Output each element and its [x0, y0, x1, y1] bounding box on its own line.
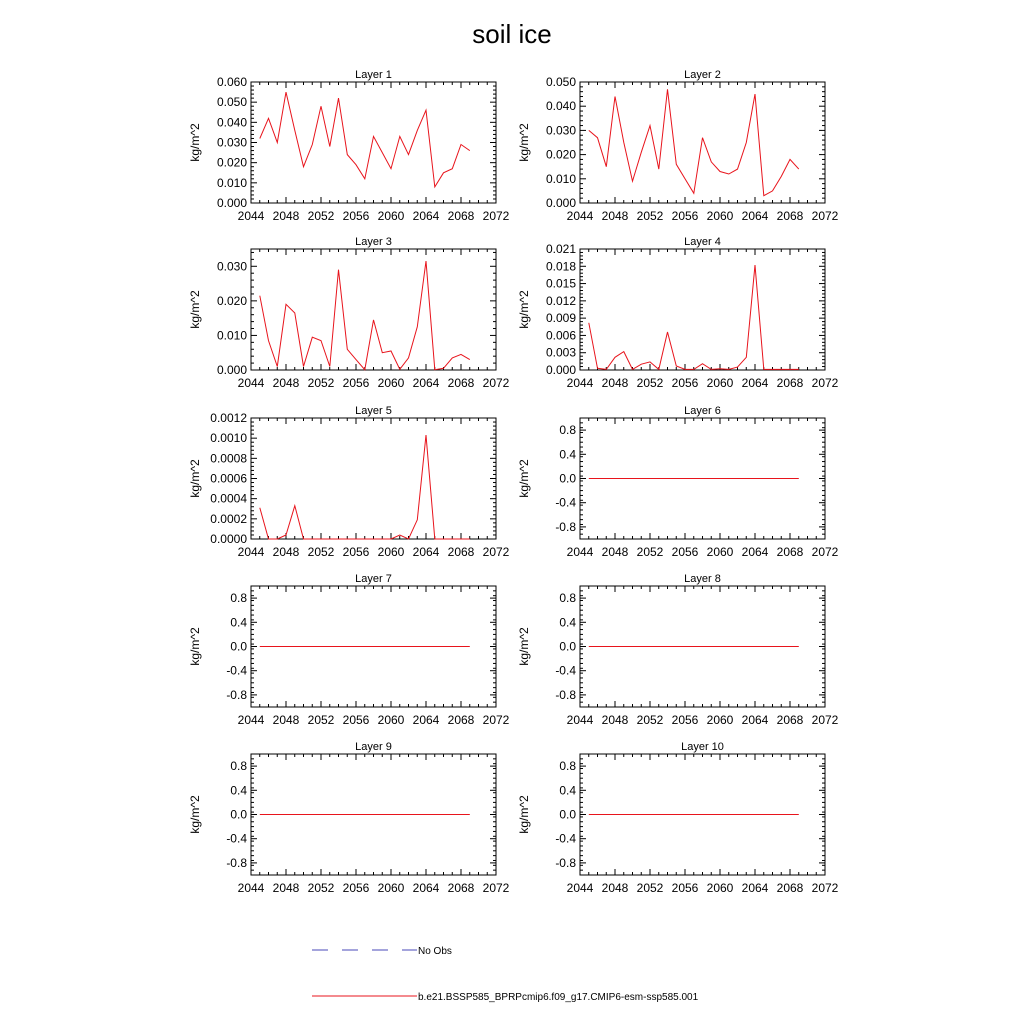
panel-5	[188, 405, 510, 559]
panel-1-series-line	[260, 92, 470, 187]
panel-6-ytick-label: -0.8	[555, 519, 576, 534]
panel-9-ylabel: kg/m^2	[188, 795, 202, 834]
panel-2-xtick-label: 2048	[601, 209, 629, 223]
panel-7-xtick-label: 2052	[307, 713, 335, 727]
panel-1-xtick-label: 2064	[412, 209, 440, 223]
panel-4-ytick-label: 0.015	[545, 276, 576, 291]
panel-10	[517, 741, 839, 895]
panel-7-title: Layer 7	[355, 573, 392, 585]
panel-4-ytick-label: 0.021	[545, 242, 576, 256]
panel-9-xtick-label: 2048	[272, 881, 300, 895]
panel-4-xtick-label: 2056	[671, 376, 699, 390]
panel-4-ytick-label: 0.009	[545, 311, 576, 326]
panel-1-ytick-label: 0.010	[216, 175, 247, 190]
panel-3-xtick-label: 2064	[412, 376, 440, 390]
panel-9-xtick-label: 2052	[307, 881, 335, 895]
panel-10-ytick-label: -0.4	[555, 831, 576, 846]
panel-1-ytick-label: 0.030	[216, 135, 247, 150]
panel-5-xtick-label: 2056	[342, 545, 370, 559]
panel-4	[517, 236, 839, 390]
panel-1-ytick-label: 0.040	[216, 115, 247, 130]
panel-5-xtick-label: 2072	[482, 545, 510, 559]
panel-6-ytick-label: 0.4	[559, 447, 576, 462]
panel-3-frame	[251, 249, 496, 370]
panel-4-xtick-label: 2068	[776, 376, 804, 390]
panel-3-xtick-label: 2060	[377, 376, 405, 390]
panel-6-xtick-label: 2060	[706, 545, 734, 559]
panel-4-xtick-label: 2064	[741, 376, 769, 390]
panel-6-xtick-label: 2048	[601, 545, 629, 559]
panel-10-xtick-label: 2048	[601, 881, 629, 895]
panel-7-xtick-label: 2072	[482, 713, 510, 727]
panel-2-xtick-label: 2056	[671, 209, 699, 223]
panel-5-ytick-label: 0.0000	[210, 532, 247, 546]
panel-9-ytick-label: -0.8	[226, 855, 247, 870]
panel-4-ytick-label: 0.000	[545, 363, 576, 377]
panel-8-xtick-label: 2072	[811, 713, 839, 727]
panel-5-ytick-label: 0.0002	[210, 511, 247, 526]
panel-2-ytick-label: 0.030	[545, 123, 576, 138]
panel-7-xtick-label: 2064	[412, 713, 440, 727]
panel-9-xtick-label: 2072	[482, 881, 510, 895]
panel-8-ytick-label: 0.4	[559, 615, 576, 630]
panel-3-xtick-label: 2068	[447, 376, 475, 390]
panel-1-xtick-label: 2068	[447, 209, 475, 223]
panel-1-ylabel: kg/m^2	[188, 123, 202, 162]
panels	[188, 69, 839, 895]
panel-8-ytick-label: -0.4	[555, 663, 576, 678]
panel-9-xtick-label: 2056	[342, 881, 370, 895]
panel-6-xtick-label: 2052	[636, 545, 664, 559]
panel-3-title: Layer 3	[355, 236, 392, 248]
panel-4-xtick-label: 2072	[811, 376, 839, 390]
panel-10-xtick-label: 2060	[706, 881, 734, 895]
panel-7-ytick-label: -0.4	[226, 663, 247, 678]
panel-2-ytick-label: 0.010	[545, 171, 576, 186]
panel-2-ylabel: kg/m^2	[517, 123, 531, 162]
panel-2-xtick-label: 2068	[776, 209, 804, 223]
panel-9-xtick-label: 2064	[412, 881, 440, 895]
panel-2-ytick-label: 0.020	[545, 147, 576, 162]
panel-10-xtick-label: 2068	[776, 881, 804, 895]
legend	[312, 946, 699, 1003]
panel-1-ytick-label: 0.020	[216, 155, 247, 170]
panel-7-xtick-label: 2048	[272, 713, 300, 727]
panel-10-title: Layer 10	[681, 741, 724, 753]
panel-7	[188, 573, 510, 727]
panel-1-title: Layer 1	[355, 69, 392, 81]
panel-4-xtick-label: 2044	[566, 376, 594, 390]
panel-1-ytick-label: 0.000	[216, 196, 247, 210]
panel-8-xtick-label: 2056	[671, 713, 699, 727]
panel-6-xtick-label: 2056	[671, 545, 699, 559]
panel-2-xtick-label: 2052	[636, 209, 664, 223]
panel-9-xtick-label: 2060	[377, 881, 405, 895]
panel-9-ytick-label: -0.4	[226, 831, 247, 846]
panel-9	[188, 741, 510, 895]
panel-5-xtick-label: 2068	[447, 545, 475, 559]
panel-8-ytick-label: 0.8	[559, 591, 576, 606]
panel-4-ytick-label: 0.003	[545, 345, 576, 360]
panel-4-xtick-label: 2060	[706, 376, 734, 390]
panel-9-xtick-label: 2044	[237, 881, 265, 895]
panel-2	[517, 69, 839, 223]
panel-10-xtick-label: 2064	[741, 881, 769, 895]
panel-1-xtick-label: 2060	[377, 209, 405, 223]
panel-10-ytick-label: -0.8	[555, 855, 576, 870]
panel-3-ylabel: kg/m^2	[188, 290, 202, 329]
panel-8-xtick-label: 2048	[601, 713, 629, 727]
panel-4-ylabel: kg/m^2	[517, 290, 531, 329]
panel-6-ytick-label: 0.0	[559, 471, 576, 486]
panel-4-xtick-label: 2052	[636, 376, 664, 390]
panel-5-ylabel: kg/m^2	[188, 459, 202, 498]
panel-3-series-line	[260, 261, 470, 370]
panel-9-ytick-label: 0.0	[230, 807, 247, 822]
panel-6-ylabel: kg/m^2	[517, 459, 531, 498]
panel-2-title: Layer 2	[684, 69, 721, 81]
panel-1-ytick-label: 0.060	[216, 75, 247, 89]
panel-10-xtick-label: 2072	[811, 881, 839, 895]
panel-10-xtick-label: 2056	[671, 881, 699, 895]
panel-1-xtick-label: 2048	[272, 209, 300, 223]
panel-5-title: Layer 5	[355, 405, 392, 417]
panel-2-xtick-label: 2064	[741, 209, 769, 223]
panel-10-xtick-label: 2044	[566, 881, 594, 895]
panel-3-ytick-label: 0.000	[216, 363, 247, 377]
figure-title: soil ice	[472, 19, 552, 49]
panel-1-xtick-label: 2056	[342, 209, 370, 223]
panel-10-ytick-label: 0.8	[559, 759, 576, 774]
panel-2-frame	[580, 82, 825, 203]
panel-7-xtick-label: 2068	[447, 713, 475, 727]
panel-4-series-line	[589, 265, 799, 369]
panel-1-xtick-label: 2044	[237, 209, 265, 223]
panel-6-xtick-label: 2072	[811, 545, 839, 559]
panel-8-title: Layer 8	[684, 573, 721, 585]
panel-5-xtick-label: 2052	[307, 545, 335, 559]
panel-6-title: Layer 6	[684, 405, 721, 417]
panel-6-ytick-label: 0.8	[559, 423, 576, 438]
panel-2-xtick-label: 2060	[706, 209, 734, 223]
panel-7-ytick-label: 0.8	[230, 591, 247, 606]
panel-9-title: Layer 9	[355, 741, 392, 753]
panel-7-ytick-label: 0.0	[230, 639, 247, 654]
panel-2-xtick-label: 2044	[566, 209, 594, 223]
panel-2-ytick-label: 0.000	[545, 196, 576, 210]
panel-9-ytick-label: 0.8	[230, 759, 247, 774]
panel-9-xtick-label: 2068	[447, 881, 475, 895]
panel-3-ytick-label: 0.030	[216, 259, 247, 274]
legend-model-label: b.e21.BSSP585_BPRPcmip6.f09_g17.CMIP6-esm-ssp585.001	[418, 992, 699, 1003]
panel-8-xtick-label: 2060	[706, 713, 734, 727]
panel-7-ytick-label: -0.8	[226, 687, 247, 702]
panel-4-title: Layer 4	[684, 236, 721, 248]
legend-obs-label: No Obs	[418, 946, 452, 957]
panel-10-ylabel: kg/m^2	[517, 795, 531, 834]
panel-8-ytick-label: -0.8	[555, 687, 576, 702]
panel-6-ytick-label: -0.4	[555, 495, 576, 510]
panel-4-ytick-label: 0.012	[545, 293, 576, 308]
panel-8-xtick-label: 2068	[776, 713, 804, 727]
panel-7-ylabel: kg/m^2	[188, 627, 202, 666]
panel-2-xtick-label: 2072	[811, 209, 839, 223]
panel-8	[517, 573, 839, 727]
panel-10-ytick-label: 0.4	[559, 783, 576, 798]
panel-10-xtick-label: 2052	[636, 881, 664, 895]
panel-6-xtick-label: 2068	[776, 545, 804, 559]
panel-3-ytick-label: 0.010	[216, 328, 247, 343]
panel-5-ytick-label: 0.0010	[210, 431, 247, 446]
panel-8-xtick-label: 2052	[636, 713, 664, 727]
panel-5-xtick-label: 2060	[377, 545, 405, 559]
panel-4-ytick-label: 0.006	[545, 328, 576, 343]
panel-6-xtick-label: 2044	[566, 545, 594, 559]
panel-2-series-line	[589, 89, 799, 195]
panel-5-ytick-label: 0.0012	[210, 411, 247, 425]
panel-6	[517, 405, 839, 559]
panel-4-ytick-label: 0.018	[545, 259, 576, 274]
panel-3	[188, 236, 510, 390]
panel-7-xtick-label: 2060	[377, 713, 405, 727]
panel-5-xtick-label: 2044	[237, 545, 265, 559]
panel-1-xtick-label: 2052	[307, 209, 335, 223]
panel-9-ytick-label: 0.4	[230, 783, 247, 798]
panel-8-ylabel: kg/m^2	[517, 627, 531, 666]
panel-8-xtick-label: 2044	[566, 713, 594, 727]
panel-6-xtick-label: 2064	[741, 545, 769, 559]
panel-1	[188, 69, 510, 223]
panel-4-xtick-label: 2048	[601, 376, 629, 390]
panel-7-xtick-label: 2044	[237, 713, 265, 727]
panel-5-ytick-label: 0.0006	[210, 471, 247, 486]
panel-3-xtick-label: 2072	[482, 376, 510, 390]
panel-3-xtick-label: 2056	[342, 376, 370, 390]
panel-3-xtick-label: 2048	[272, 376, 300, 390]
panel-8-xtick-label: 2064	[741, 713, 769, 727]
panel-3-xtick-label: 2044	[237, 376, 265, 390]
panel-7-xtick-label: 2056	[342, 713, 370, 727]
panel-5-ytick-label: 0.0008	[210, 451, 247, 466]
panel-2-ytick-label: 0.040	[545, 99, 576, 114]
panel-2-ytick-label: 0.050	[545, 75, 576, 89]
panel-3-xtick-label: 2052	[307, 376, 335, 390]
panel-10-ytick-label: 0.0	[559, 807, 576, 822]
panel-5-series-line	[260, 435, 470, 539]
panel-1-ytick-label: 0.050	[216, 95, 247, 110]
panel-5-ytick-label: 0.0004	[210, 491, 247, 506]
panel-5-frame	[251, 418, 496, 539]
panel-5-xtick-label: 2064	[412, 545, 440, 559]
panel-8-ytick-label: 0.0	[559, 639, 576, 654]
panel-4-frame	[580, 249, 825, 370]
panel-1-xtick-label: 2072	[482, 209, 510, 223]
panel-5-xtick-label: 2048	[272, 545, 300, 559]
panel-3-ytick-label: 0.020	[216, 293, 247, 308]
panel-7-ytick-label: 0.4	[230, 615, 247, 630]
